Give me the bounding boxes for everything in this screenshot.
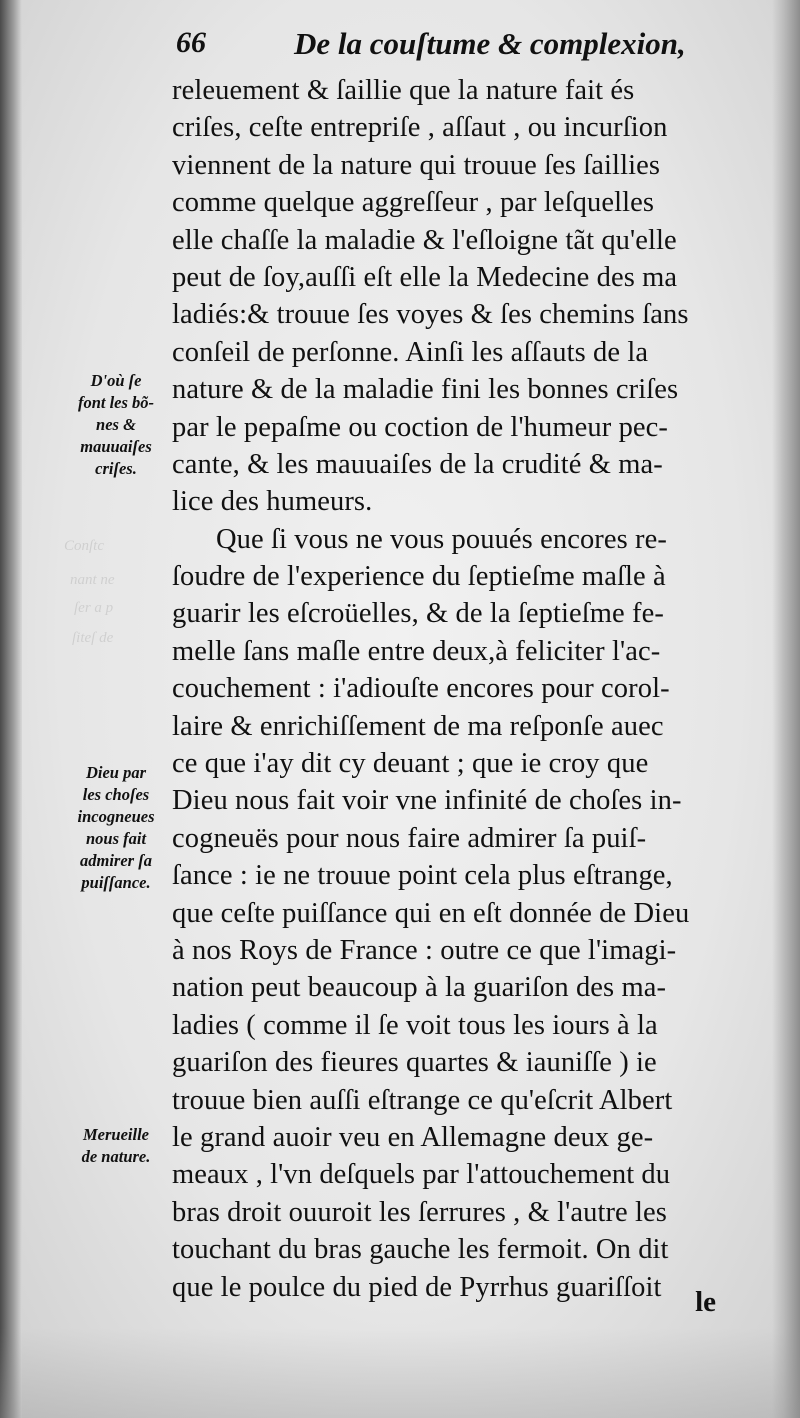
margin-note-line: de nature. [81, 1147, 151, 1166]
body-line: comme quelque aggreſſeur , par leſquelles [172, 187, 655, 219]
page-header [176, 26, 756, 66]
body-line: que ceſte puiſſance qui en eſt donnée de Dieu [172, 897, 690, 929]
body-line: touchant du bras gauche les fermoit. On dit [172, 1234, 669, 1266]
margin-note-line: nous fait [85, 829, 147, 848]
body-line: couchement : i'adiouſte encores pour corol- [172, 673, 670, 705]
body-line: laire & enrichiſſement de ma reſponſe auec [172, 710, 664, 742]
body-line: ladiés:& trouue ſes voyes & ſes chemins ſans [172, 299, 689, 331]
body-line: ſoudre de l'experience du ſeptieſme maſle à [172, 561, 666, 593]
running-title: De la couſtume & complexion, [294, 26, 686, 61]
body-line: ladies ( comme il ſe voit tous les iours à la [172, 1009, 658, 1041]
margin-note-line: Dieu par [85, 763, 147, 782]
body-line: lice des humeurs. [172, 486, 373, 518]
page-bottom-shade [0, 1328, 800, 1418]
margin-note-line: nes & [96, 415, 136, 434]
bleed-through-text: ſiteſ de [72, 630, 114, 646]
body-line: elle chaſſe la maladie & l'eſloigne tãt qu'elle [172, 224, 677, 256]
body-line: par le pepaſme ou coction de l'humeur pec- [172, 411, 669, 443]
body-line: criſes, ceſte entrepriſe , aſſaut , ou incurſion [172, 112, 668, 144]
body-line: le grand auoir veu en Allemagne deux ge- [172, 1121, 654, 1153]
body-line: bras droit ouuroit les ſerrures , & l'autre les [172, 1196, 667, 1228]
margin-note-line: Merueille [83, 1125, 149, 1144]
margin-note-line: les choſes [82, 785, 150, 804]
body-line: guarir les eſcroüelles, & de la ſeptieſme fe- [172, 598, 664, 630]
body-line: Dieu nous fait voir vne infinité de choſes in- [172, 785, 682, 817]
body-line: melle ſans maſle entre deux,à feliciter l'ac- [172, 635, 661, 667]
body-line: ce que i'ay dit cy deuant ; que ie croy que [172, 748, 649, 780]
body-line: ſance : ie ne trouue point cela plus eſtrange, [172, 860, 673, 892]
margin-note-merueille [60, 1124, 172, 1168]
body-line: peut de ſoy,auſſi eſt elle la Medecine des ma [172, 261, 678, 293]
body-line: conſeil de perſonne. Ainſi les aſſauts de la [172, 336, 649, 368]
margin-note-line: puiſſance. [81, 873, 151, 892]
body-line: trouue bien auſſi eſtrange ce qu'eſcrit Albert [172, 1084, 673, 1116]
body-line: que le poulce du pied de Pyrrhus guariſſoit [172, 1271, 662, 1303]
body-line: cante, & les mauuaiſes de la crudité & ma- [172, 448, 663, 480]
margin-note-line: font les bõ- [77, 393, 155, 412]
bleed-through-text: ſer a p [74, 600, 114, 616]
body-line: cogneuës pour nous faire admirer ſa puiſ- [172, 822, 647, 854]
catchword: le [695, 1286, 716, 1318]
body-line: à nos Roys de France : outre ce que l'imagi- [172, 934, 677, 966]
body-text [172, 72, 762, 1306]
margin-note-line: D'où ſe [90, 371, 142, 390]
page-edge-shadow [772, 0, 800, 1418]
margin-note-bonnes-crises [60, 370, 172, 480]
margin-note-line: incogneues [77, 807, 155, 826]
margin-note-line: mauuaiſes [80, 437, 152, 456]
body-line: nature & de la maladie fini les bonnes criſes [172, 374, 679, 406]
margin-note-line: criſes. [95, 459, 137, 478]
margin-note-dieu [60, 762, 172, 894]
margin-note-line: admirer ſa [80, 851, 152, 870]
paragraph-start-line: Que ſi vous ne vous pouués encores re- [216, 523, 667, 555]
page-gutter-shadow [0, 0, 22, 1418]
body-line: meaux , l'vn deſquels par l'attouchement du [172, 1159, 671, 1191]
body-line: nation peut beaucoup à la guariſon des ma- [172, 972, 667, 1004]
body-line: guariſon des fieures quartes & iauniſſe ) ie [172, 1047, 657, 1079]
bleed-through-text: Conſtc [64, 538, 104, 554]
bleed-through-text: nant ne [70, 572, 115, 588]
body-line: releuement & ſaillie que la nature fait és [172, 75, 635, 106]
page-number: 66 [176, 26, 206, 59]
body-line: viennent de la nature qui trouue ſes ſaillies [172, 149, 661, 181]
